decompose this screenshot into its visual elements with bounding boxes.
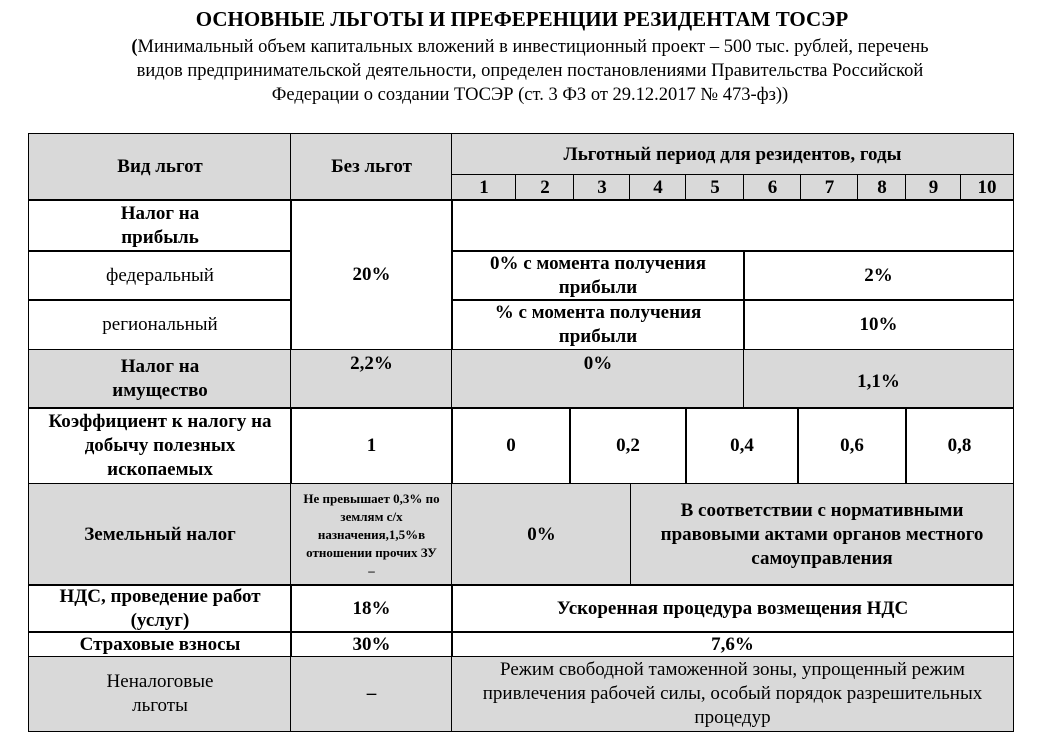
document-title: ОСНОВНЫЕ ЛЬГОТЫ И ПРЕФЕРЕНЦИИ РЕЗИДЕНТАМ ТОСЭР <box>195 7 849 31</box>
profit-tax-regional-label: региональный <box>28 299 292 351</box>
header-period: Льготный период для резидентов, годы <box>451 133 1014 176</box>
header-no-benefits: Без льгот <box>290 133 453 201</box>
header-year-1: 1 <box>451 174 517 201</box>
header-year-10: 10 <box>960 174 1014 201</box>
header-year-8: 8 <box>857 174 907 201</box>
header-year-2: 2 <box>515 174 575 201</box>
header-year-5: 5 <box>685 174 745 201</box>
mining-coef-value-2: 0,2 <box>569 407 687 485</box>
mining-coef-label: Коэффициент к налогу на добычу полезных ископаемых <box>28 407 292 485</box>
profit-tax-regional-after: 10% <box>743 299 1014 351</box>
mining-coef-no-benefits: 1 <box>290 407 453 485</box>
land-tax-after: В соответствии с нормативными правовыми актами органов местного самоуправления <box>630 483 1014 586</box>
profit-tax-federal-period: 0% с момента получения прибыли <box>451 250 745 301</box>
property-tax-period: 0% <box>451 349 745 409</box>
property-tax-no-benefits: 2,2% <box>290 349 453 409</box>
header-year-4: 4 <box>629 174 687 201</box>
profit-tax-federal-after: 2% <box>743 250 1014 301</box>
mining-coef-value-3: 0,4 <box>685 407 799 485</box>
mining-coef-value-4: 0,6 <box>797 407 907 485</box>
mining-coef-value-1: 0 <box>451 407 571 485</box>
profit-tax-label: Налог на прибыль <box>28 199 292 252</box>
document-subtitle-line-2: видов предпринимательской деятельности, определен постановлениями Правительства Российской <box>136 61 924 81</box>
vat-label: НДС, проведение работ (услуг) <box>28 584 292 633</box>
non-tax-period: Режим свободной таможенной зоны, упрощенный режим привлечения рабочей силы, особый порядок разрешительных процедур <box>451 656 1014 732</box>
property-tax-after: 1,1% <box>743 349 1014 409</box>
vat-no-benefits: 18% <box>290 584 453 633</box>
header-year-6: 6 <box>743 174 802 201</box>
profit-tax-period-blank <box>451 199 1014 252</box>
mining-coef-value-5: 0,8 <box>905 407 1014 485</box>
header-type: Вид льгот <box>28 133 292 201</box>
vat-period: Ускоренная процедура возмещения НДС <box>451 584 1014 633</box>
header-year-9: 9 <box>905 174 962 201</box>
land-tax-no-benefits: Не превышает 0,3% по землям с/х назначения,1,5%в отношении прочих ЗУ – <box>290 483 453 586</box>
non-tax-label: Неналоговые льготы <box>28 656 292 732</box>
land-tax-period: 0% <box>451 483 632 586</box>
profit-tax-federal-label: федеральный <box>28 250 292 301</box>
insurance-period: 7,6% <box>451 631 1014 658</box>
document-subtitle-line-3: Федерации о создании ТОСЭР (ст. 3 ФЗ от 29.12.2017 № 473-фз)) <box>271 85 789 105</box>
document-subtitle-line-1 <box>40 36 1020 59</box>
subtitle-text-1: Минимальный объем капитальных вложений в инвестиционный проект – 500 тыс. рублей, перечень <box>137 37 929 57</box>
profit-tax-regional-period: % с момента получения прибыли <box>451 299 745 351</box>
non-tax-no-benefits: – <box>290 656 453 732</box>
header-year-7: 7 <box>800 174 859 201</box>
subtitle-open-paren: ( <box>131 37 138 57</box>
header-year-3: 3 <box>573 174 631 201</box>
insurance-label: Страховые взносы <box>28 631 292 658</box>
insurance-no-benefits: 30% <box>290 631 453 658</box>
property-tax-label: Налог на имущество <box>28 349 292 409</box>
land-tax-label: Земельный налог <box>28 483 292 586</box>
profit-tax-no-benefits: 20% <box>290 199 453 351</box>
